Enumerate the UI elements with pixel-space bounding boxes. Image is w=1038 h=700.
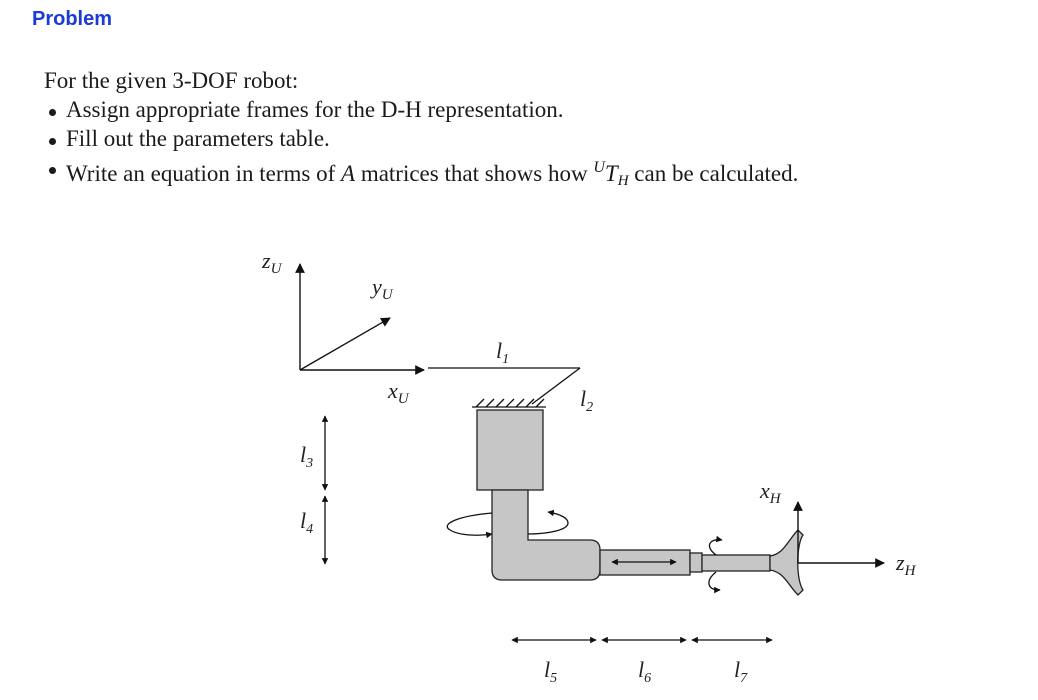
link-label-l4: $l_4$ [300,508,314,537]
elbow-link [492,490,600,580]
base-rotation-arrow [447,513,492,535]
x-h-label: $x_H$ [760,478,781,507]
link-label-l7: $l_7$ [734,657,748,686]
wrist-rotation-arrow-top [709,540,722,555]
y-u-axis [300,318,390,370]
transform-subscript: H [617,173,629,189]
hand-frame [798,502,884,563]
prismatic-inner [690,553,702,572]
robot-body [477,410,803,595]
universe-frame [300,264,424,370]
equation-suffix: can be calculated. [634,161,799,186]
transform-base: T [604,161,618,186]
wrist-link [702,555,770,571]
ceiling-mount [428,368,580,407]
equation-middle: matrices that shows how [360,161,588,186]
matrix-symbol: A [341,161,356,186]
link-label-l1: $l_1$ [496,338,510,367]
task-fill-table: Fill out the parameters table. [44,124,1004,153]
base-rotation-arrow-right [528,512,568,534]
problem-intro: For the given 3-DOF robot: [44,68,299,93]
link-label-l5: $l_5$ [544,657,558,686]
transform-superscript: U [593,159,605,176]
base-column [477,410,543,490]
link-label-l2: $l_2$ [580,386,594,415]
problem-heading: Problem [32,8,113,30]
y-u-label: $y_U$ [372,274,393,303]
link-label-l3: $l_3$ [300,442,314,471]
x-u-label: $x_U$ [388,378,409,407]
wrist-rotation-arrow-bottom [709,572,720,590]
equation-prefix: Write an equation in terms of [66,161,336,186]
z-u-label: $z_U$ [262,248,282,277]
z-h-label: $z_H$ [896,550,916,579]
task-assign-frames: Assign appropriate frames for the D-H representation. [44,95,1004,124]
link-label-l6: $l_6$ [638,657,652,686]
